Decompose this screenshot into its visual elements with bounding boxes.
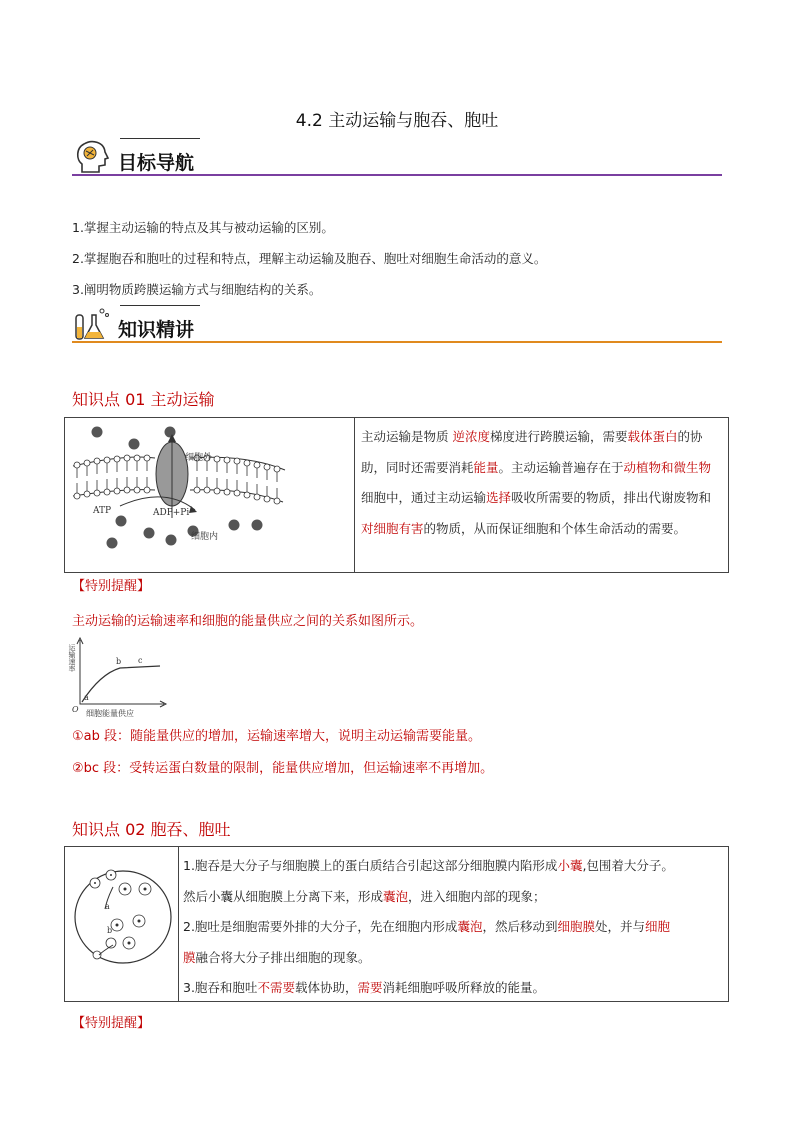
graph-point-c: c (138, 656, 143, 665)
kp2-title: 知识点 02 胞吞、胞吐 (72, 820, 231, 839)
kp1-table (64, 417, 729, 573)
kp1-point-ab: ①ab 段：随能量供应的增加，运输速率增大，说明主动运输需要能量。 (72, 729, 482, 744)
kp1-text-segment: 主动运输是物质 (361, 429, 453, 444)
graph-ylabel: 运输速率 (68, 644, 76, 672)
kp2-text-segment: 3.胞吞和胞吐 (183, 980, 258, 995)
kp2-text-line (183, 943, 725, 974)
goal-section-header (72, 136, 722, 182)
goal-item: 3.阐明物质跨膜运输方式与细胞结构的关系。 (72, 282, 322, 297)
diagram-label-a: a (105, 902, 110, 911)
kp2-figure-cell (65, 847, 179, 1001)
kp2-text-segment: 细胞 (645, 919, 671, 934)
knowledge-section-header (72, 303, 722, 349)
kp2-text-segment: 融合将大分子排出细胞的现象。 (195, 949, 371, 965)
kp1-text-segment: 。主动运输普遍存在于 (498, 459, 624, 475)
diagram-label-b: b (107, 926, 113, 935)
kp2-text-segment: 囊泡 (457, 919, 483, 934)
kp1-text-segment: 吸收所需要的物质，排出代谢废物和 (511, 490, 712, 505)
kp2-text-segment: 1.胞吞是大分子与细胞膜上的蛋白质结合引起这部分细胞膜内陷形成 (183, 858, 558, 873)
kp2-tip: 【特别提醒】 (72, 1016, 151, 1031)
kp1-note: 主动运输的运输速率和细胞的能量供应之间的关系如图所示。 (72, 614, 424, 629)
purple-rule (72, 174, 722, 176)
kp2-text-segment: 然后小囊从细胞膜上分离下来，形成 (183, 888, 384, 904)
kp2-table (64, 846, 729, 1002)
kp2-text-line (183, 882, 725, 913)
kp1-figure-cell (65, 418, 355, 572)
kp2-text-line (183, 973, 725, 1004)
kp2-text-segment: 小囊 (557, 858, 583, 873)
goal-item: 2.掌握胞吞和胞吐的过程和特点，理解主动运输及胞吞、胞吐对细胞生命活动的意义。 (72, 251, 547, 266)
kp2-text-segment: 需要 (357, 980, 383, 995)
kp1-text-segment: 对细胞有害 (361, 520, 424, 536)
kp1-text-segment: 选择 (486, 490, 512, 505)
header-accent-line (120, 138, 200, 139)
kp1-text-segment: 载体蛋白 (627, 429, 678, 444)
graph-point-b: b (116, 657, 122, 666)
kp1-text-cell (355, 418, 729, 572)
kp2-text-segment: 消耗细胞呼吸所释放的能量。 (382, 980, 545, 995)
header-accent-line (120, 305, 200, 306)
kp2-text-line (183, 912, 725, 943)
outside-label: 细胞外 (185, 453, 213, 463)
kp1-text-segment: 的协助，同时还需要消耗 (361, 429, 703, 475)
kp1-text-segment: 细胞中，通过主动运输 (361, 490, 487, 505)
goal-heading: 目标导航 (118, 152, 195, 174)
kp2-text-segment: 细胞膜 (557, 919, 595, 934)
kp2-text-segment: 膜 (183, 949, 196, 965)
kp2-text-segment: 不需要 (257, 980, 295, 995)
kp2-text-segment: 处，并与 (594, 919, 645, 934)
kp2-text-segment: 2.胞吐是细胞需要外排的大分子，先在细胞内形成 (183, 919, 458, 934)
kp1-title: 知识点 01 主动运输 (72, 390, 215, 409)
kp1-text-segment: 动植物和微生物 (623, 459, 712, 475)
kp2-text-segment: ，然后移动到 (482, 919, 558, 934)
kp1-text-segment: 能量 (473, 459, 499, 475)
graph-xlabel: 细胞能量供应 (86, 709, 134, 718)
kp2-text-segment: 载体协助， (294, 980, 358, 995)
page-title: 4.2 主动运输与胞吞、胞吐 (295, 111, 499, 131)
inside-label: 细胞内 (191, 532, 219, 542)
graph-origin: O (72, 705, 79, 714)
kp2-text-segment: ,包围着大分子。 (582, 858, 674, 873)
kp1-text-segment: 逆浓度 (452, 429, 490, 444)
kp1-point-bc: ②bc 段：受转运蛋白数量的限制，能量供应增加，但运输速率不再增加。 (72, 761, 494, 776)
active-transport-diagram (65, 418, 355, 574)
kp1-tip: 【特别提醒】 (72, 579, 151, 594)
endocytosis-diagram (65, 847, 179, 1003)
adp-label: ADP+Pi (153, 508, 190, 518)
goal-item: 1.掌握主动运输的特点及其与被动运输的区别。 (72, 220, 334, 235)
kp2-text-segment: ，进入细胞内部的现象； (408, 888, 546, 904)
kp1-text-segment: 的物质，从而保证细胞和个体生命活动的需要。 (423, 520, 687, 536)
brain-head-icon (72, 138, 112, 178)
knowledge-heading: 知识精讲 (118, 319, 195, 341)
orange-rule (72, 341, 722, 343)
kp1-text-segment: 梯度进行跨膜运输，需要 (490, 429, 628, 444)
kp2-text-segment: 囊泡 (383, 888, 409, 904)
graph-point-a: a (84, 693, 89, 702)
atp-label: ATP (93, 506, 112, 516)
rate-energy-graph (68, 636, 172, 718)
kp2-text-cell (179, 847, 729, 1001)
kp2-text-line (183, 851, 725, 882)
lab-flask-icon (72, 305, 112, 345)
